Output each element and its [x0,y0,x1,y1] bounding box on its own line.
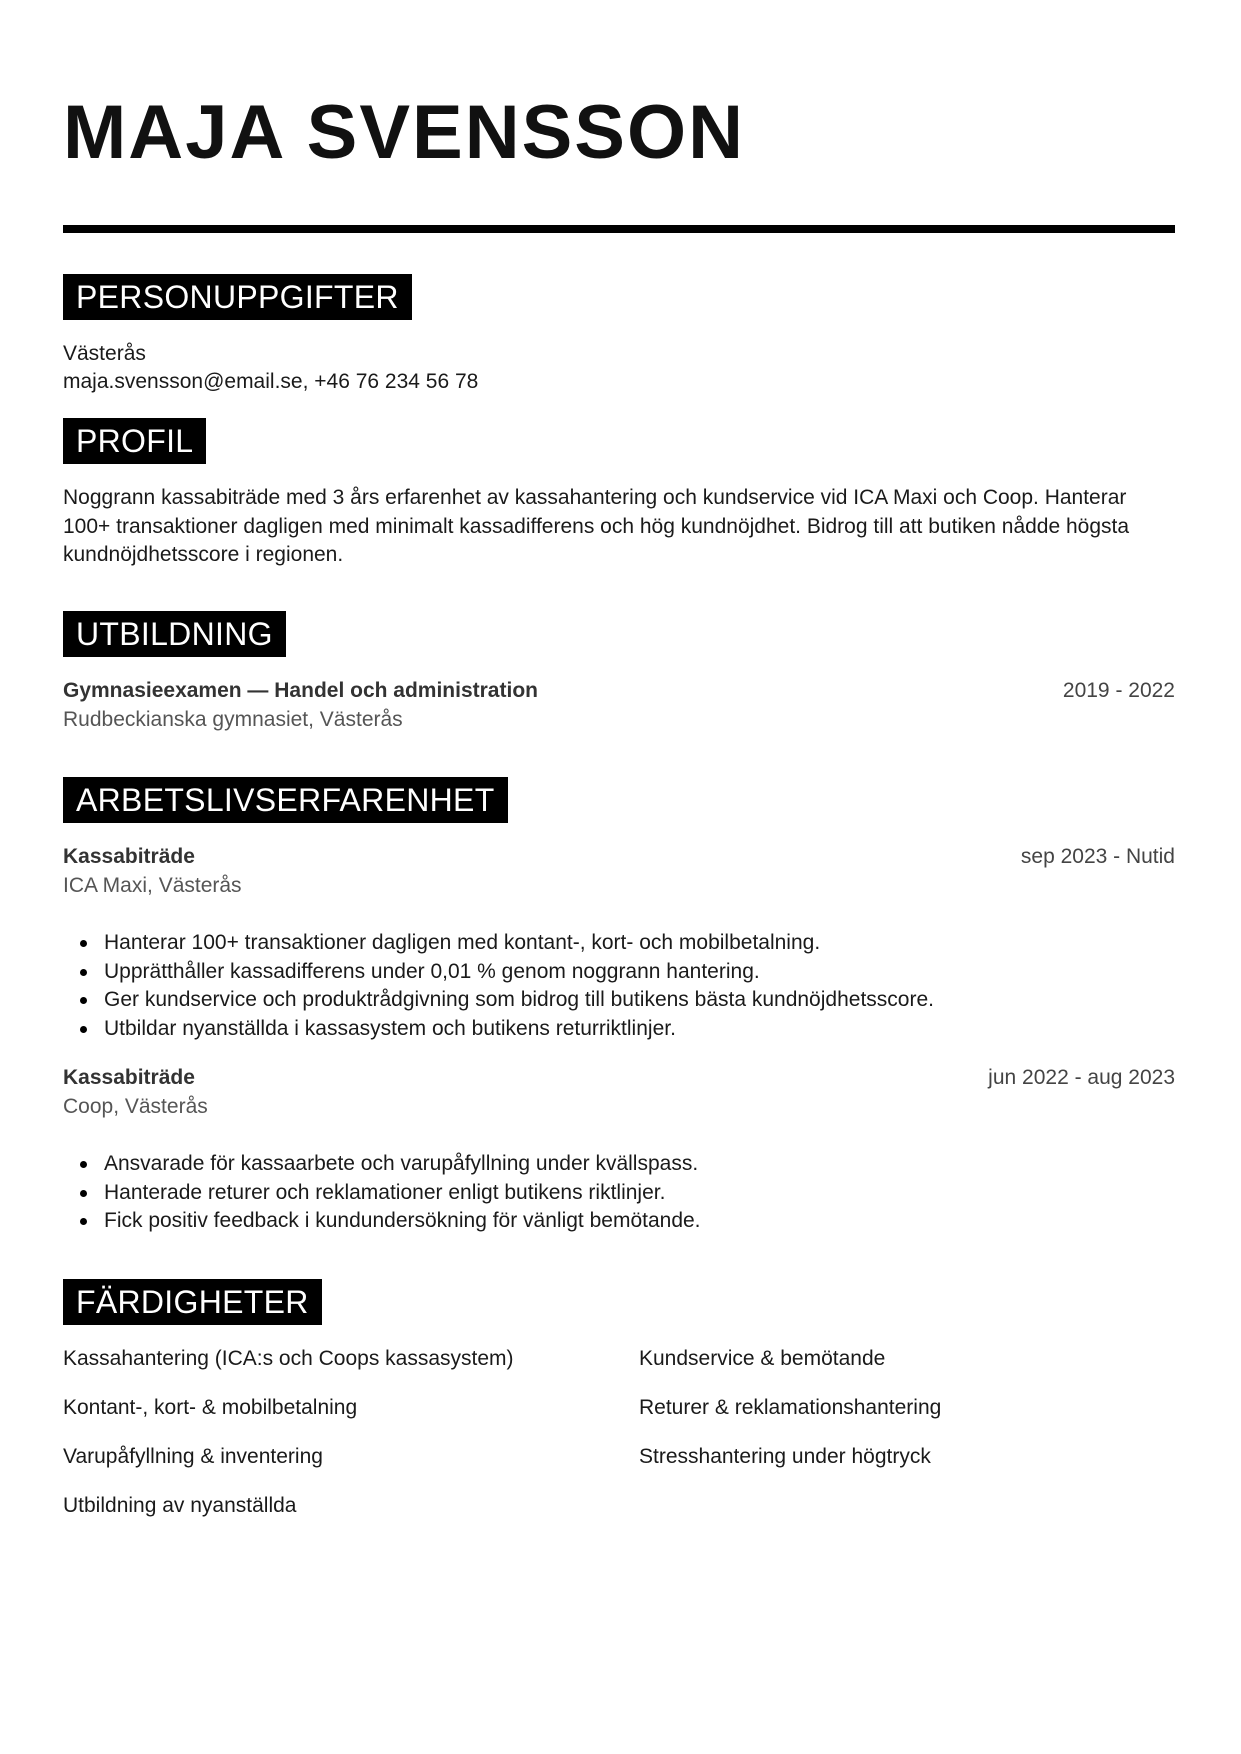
skill-item: Stresshantering under högtryck [639,1445,931,1468]
list-item: Ger kundservice och produktrådgivning som bidrog till butikens bästa kundnöjdhetsscore. [104,986,934,1015]
list-item: Ansvarade för kassaarbete och varupåfyllning under kvällspass. [104,1150,701,1179]
personal-contact: maja.svensson@email.se, +46 76 234 56 78 [63,370,479,393]
job-role: Kassabiträde [63,845,195,868]
education-school: Rudbeckianska gymnasiet, Västerås [63,708,403,731]
education-degree: Gymnasieexamen — Handel och administration [63,679,538,702]
list-item: Hanterade returer och reklamationer enligt butikens riktlinjer. [104,1179,701,1208]
skill-item: Returer & reklamationshantering [639,1396,942,1419]
skill-item: Varupåfyllning & inventering [63,1445,323,1468]
job-role: Kassabiträde [63,1066,195,1089]
list-item: Upprätthåller kassadifferens under 0,01 % genom noggrann hantering. [104,958,934,987]
section-title-education: UTBILDNING [63,611,286,657]
job-bullets [63,1150,701,1236]
skill-item: Kontant-, kort- & mobilbetalning [63,1396,358,1419]
personal-city: Västerås [63,342,146,365]
profile-text: Noggrann kassabiträde med 3 års erfarenhet av kassahantering och kundservice vid ICA Maxi och Coop. Hanterar 100+ transaktioner dagligen med minimalt kassadifferens och hög kundnöjdhet. Bidrog till att butiken nådde högsta kundnöjdhetsscore i regionen. [63,486,1130,566]
skill-item: Kassahantering (ICA:s och Coops kassasystem) [63,1347,514,1370]
skill-item: Kundservice & bemötande [639,1347,886,1370]
job-bullets [63,929,934,1043]
section-title-profile: PROFIL [63,418,206,464]
section-title-personal: PERSONUPPGIFTER [63,274,412,320]
job-employer: ICA Maxi, Västerås [63,874,242,897]
candidate-name: MAJA SVENSSON [63,90,745,175]
section-title-experience: ARBETSLIVSERFARENHET [63,777,508,823]
header-divider [63,225,1175,233]
job-dates: jun 2022 - aug 2023 [988,1066,1175,1089]
job-employer: Coop, Västerås [63,1095,208,1118]
education-dates: 2019 - 2022 [1062,679,1175,702]
list-item: Hanterar 100+ transaktioner dagligen med kontant-, kort- och mobilbetalning. [104,929,934,958]
skill-item: Utbildning av nyanställda [63,1494,297,1517]
job-dates: sep 2023 - Nutid [1020,845,1175,868]
list-item: Fick positiv feedback i kundundersökning för vänligt bemötande. [104,1207,701,1236]
list-item: Utbildar nyanställda i kassasystem och butikens returriktlinjer. [104,1015,934,1044]
section-title-skills: FÄRDIGHETER [63,1279,322,1325]
